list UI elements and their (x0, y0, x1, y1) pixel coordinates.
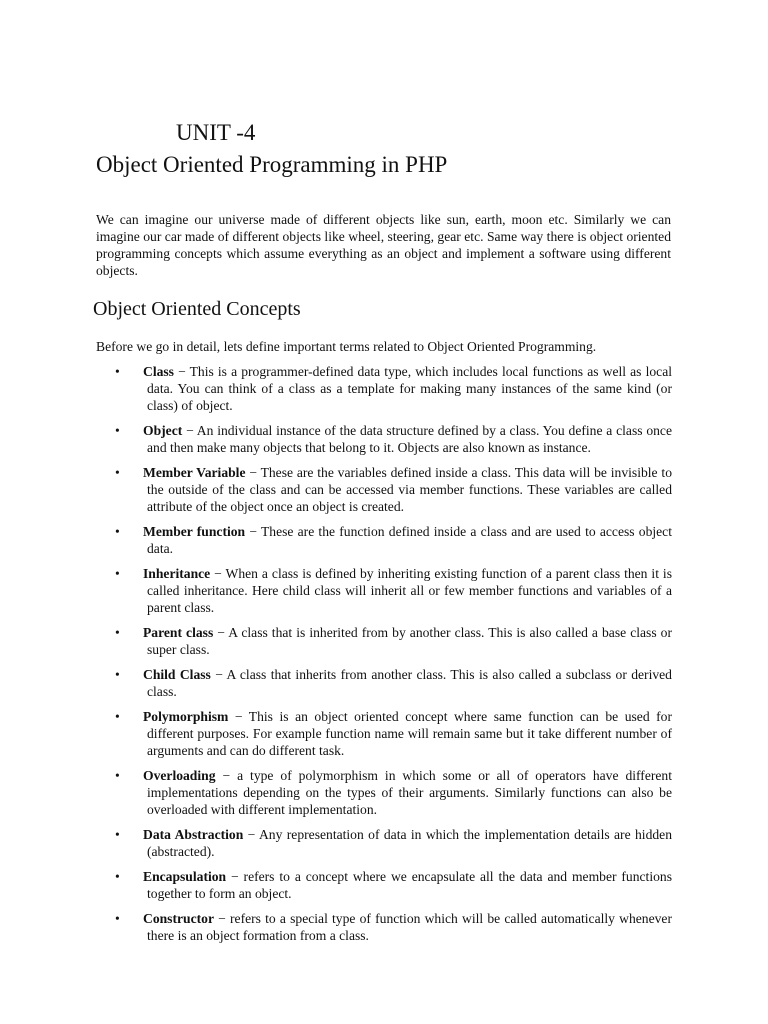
term-parent-class (115, 624, 672, 658)
term-name: Inheritance (143, 566, 211, 581)
bullet: • (115, 827, 120, 842)
term-description: − These are the function defined inside a class and are used to access object data. (147, 524, 672, 556)
term-description: − refers to a special type of function which will be called automatically whenever there is an object formation from a class. (147, 911, 672, 943)
term-name: Child Class (143, 667, 211, 682)
page-title: Object Oriented Programming in PHP (96, 152, 448, 177)
term-member-function (115, 523, 672, 557)
section-title: Object Oriented Concepts (93, 298, 301, 320)
term-name: Overloading (143, 768, 216, 783)
term-name: Class (143, 364, 174, 379)
term-description: − Any representation of data in which the implementation details are hidden (abstracted). (147, 827, 672, 859)
term-name: Constructor (143, 911, 214, 926)
term-description: − These are the variables defined inside a class. This data will be invisible to the outside of the class and can be accessed via member functions. These variables are called attribute of the object once an object is created. (147, 465, 672, 514)
bullet: • (115, 465, 120, 480)
term-child-class (115, 666, 672, 700)
term-description: − An individual instance of the data structure defined by a class. You define a class once and then make many objects that belong to it. Objects are also known as instance. (147, 423, 672, 455)
term-description: − When a class is defined by inheriting existing function of a parent class then it is called inheritance. Here child class will inherit all or few member functions and variables of a parent class. (147, 566, 672, 615)
bullet: • (115, 423, 120, 438)
term-description: − A class that inherits from another class. This is also called a subclass or derived class. (147, 667, 672, 699)
term-constructor (115, 910, 672, 944)
term-encapsulation (115, 868, 672, 902)
term-member-variable (115, 464, 672, 515)
term-name: Polymorphism (143, 709, 229, 724)
term-inheritance (115, 565, 672, 616)
term-name: Object (143, 423, 183, 438)
term-polymorphism (115, 708, 672, 759)
term-object (115, 422, 672, 456)
term-description: − A class that is inherited from by another class. This is also called a base class or super class. (147, 625, 672, 657)
bullet: • (115, 364, 120, 379)
bullet: • (115, 566, 120, 581)
intro-paragraph: We can imagine our universe made of different objects like sun, earth, moon etc. Similarly we can imagine our car made of different objects like wheel, steering, gear etc. Same way there is object oriented programming concepts which assume everything as an object and implement a software using different objects. (96, 212, 671, 278)
bullet: • (115, 524, 120, 539)
term-description: − a type of polymorphism in which some or all of operators have different implementations depending on the types of their arguments. Similarly functions can also be overloaded with different implementation. (147, 768, 672, 817)
unit-title: UNIT -4 (176, 120, 256, 145)
term-name: Member function (143, 524, 246, 539)
term-name: Data Abstraction (143, 827, 244, 842)
bullet: • (115, 768, 120, 783)
bullet: • (115, 667, 120, 682)
term-data-abstraction (115, 826, 672, 860)
term-name: Parent class (143, 625, 214, 640)
term-overloading (115, 767, 672, 818)
bullet: • (115, 911, 120, 926)
lead-paragraph: Before we go in detail, lets define important terms related to Object Oriented Programming. (96, 339, 597, 354)
term-description: − This is an object oriented concept where same function can be used for different purposes. For example function name will remain same but it take different number of arguments and can do different task. (147, 709, 672, 758)
term-class (115, 363, 672, 414)
terms-list (115, 363, 672, 952)
bullet: • (115, 869, 120, 884)
bullet: • (115, 709, 120, 724)
term-name: Member Variable (143, 465, 246, 480)
term-name: Encapsulation (143, 869, 227, 884)
bullet: • (115, 625, 120, 640)
term-description: − This is a programmer-defined data type, which includes local functions as well as local data. You can think of a class as a template for making many instances of the same kind (or class) of object. (147, 364, 672, 413)
term-description: − refers to a concept where we encapsulate all the data and member functions together to form an object. (147, 869, 672, 901)
